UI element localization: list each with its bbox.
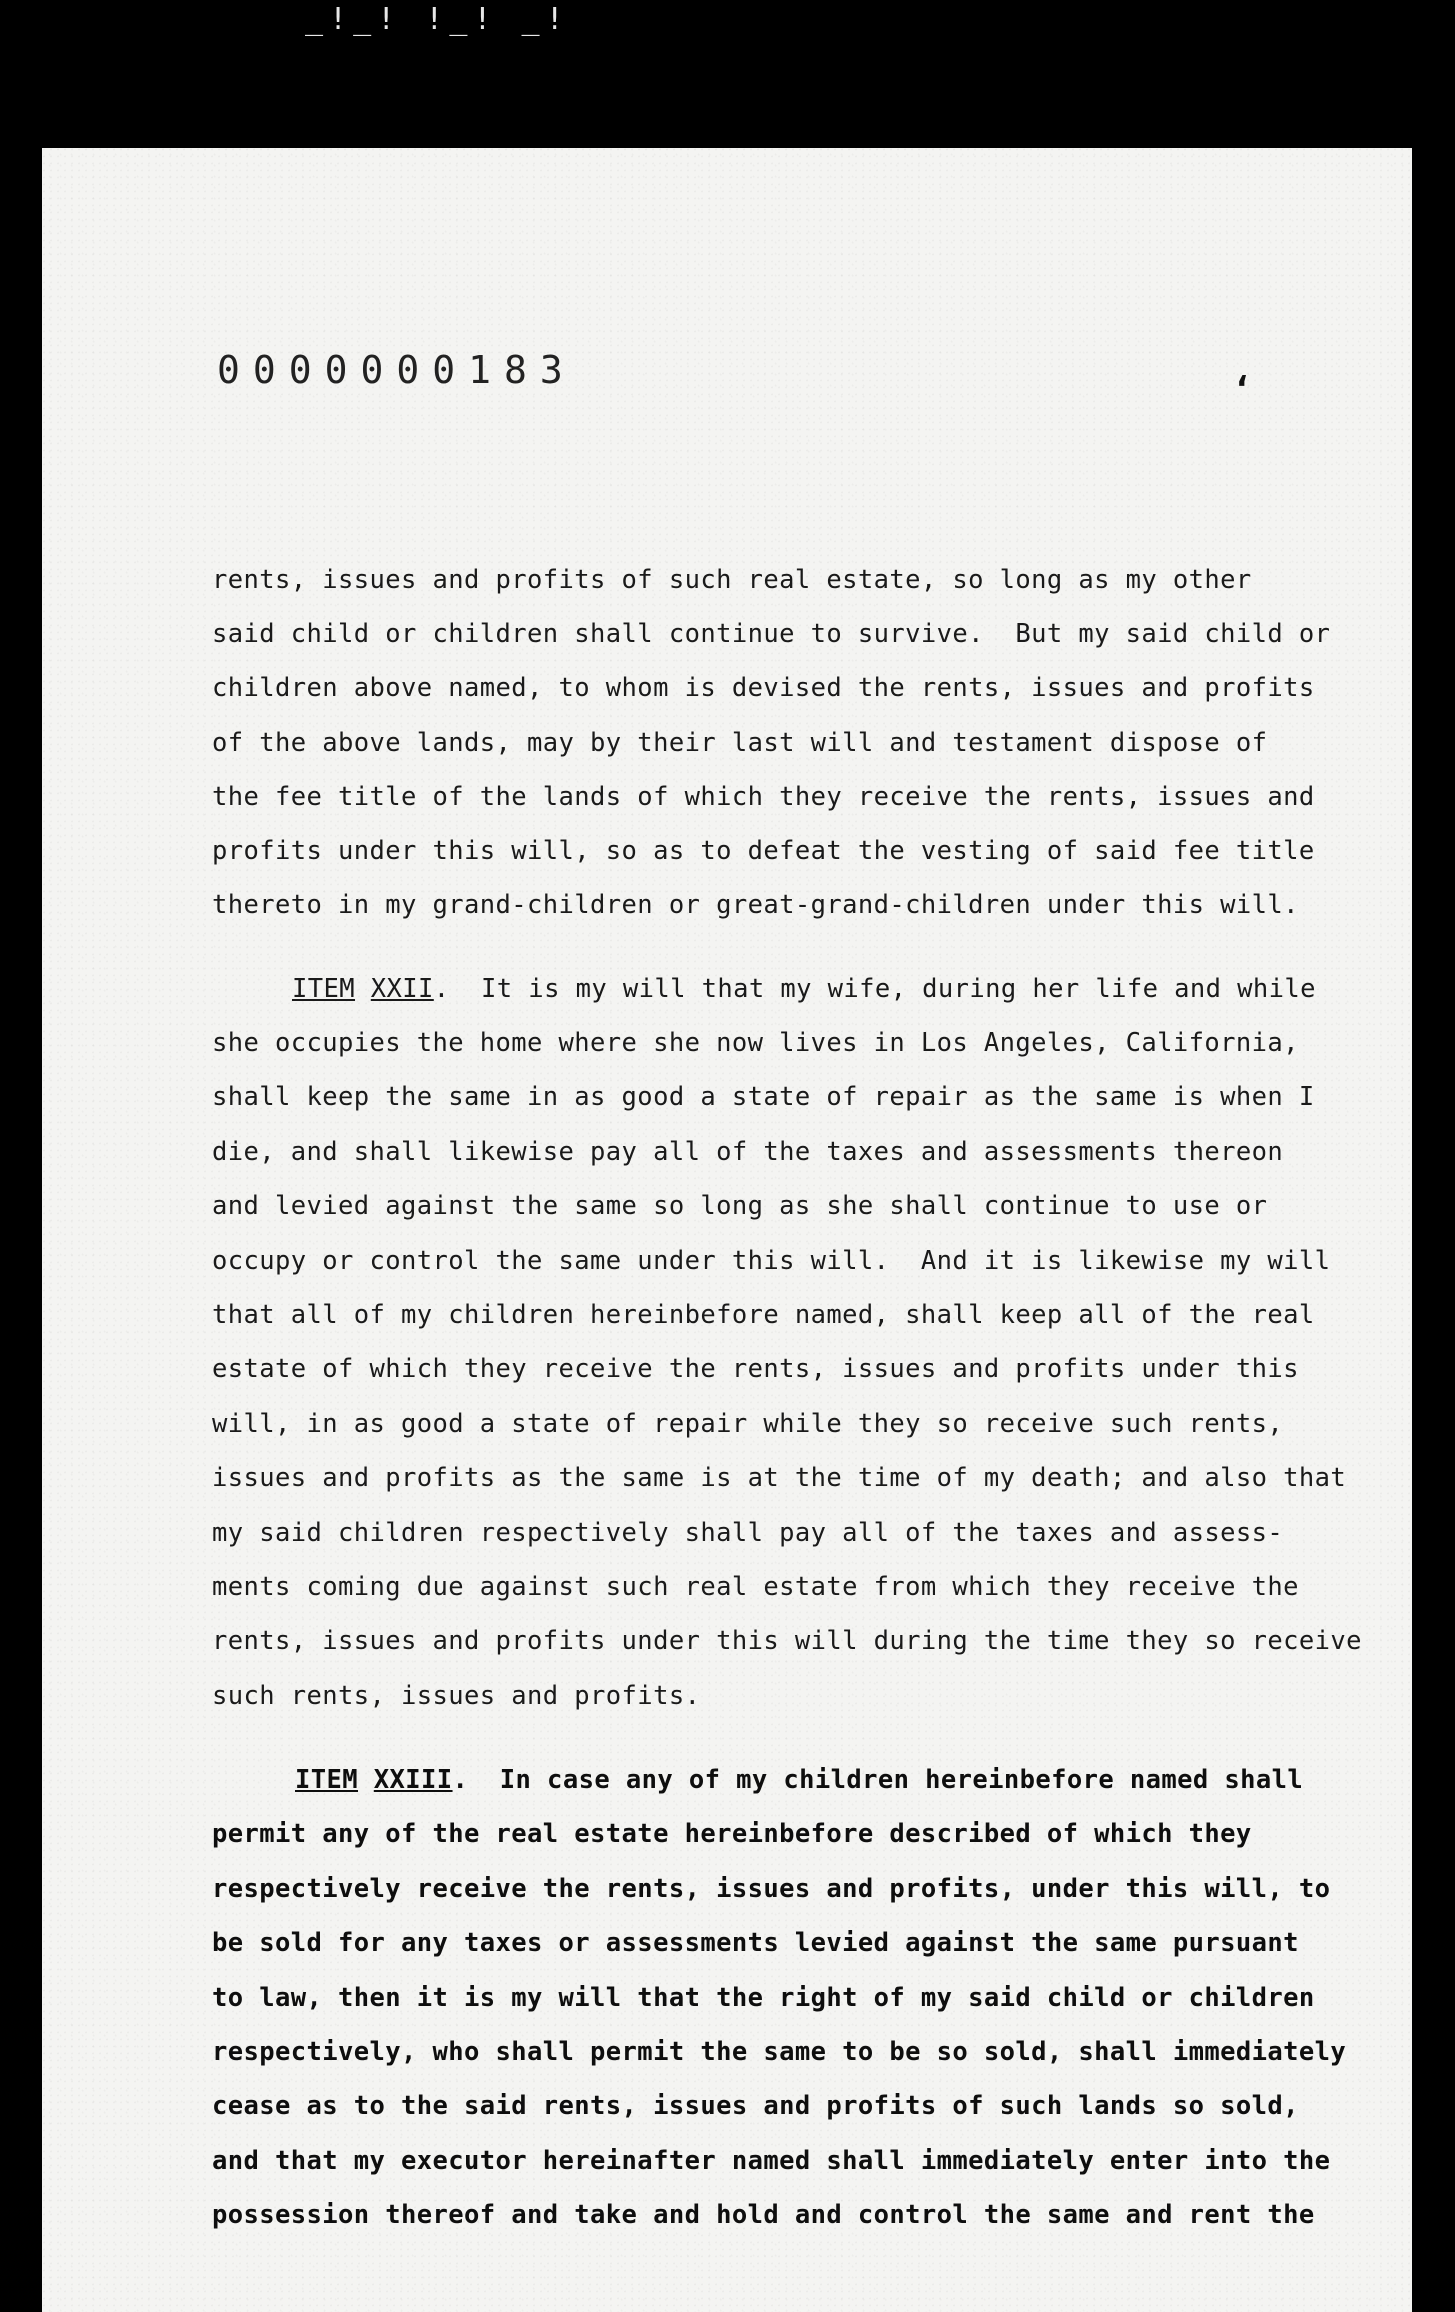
para1-line: profits under this will, so as to defeat the vesting of said fee title — [212, 836, 1315, 866]
item22-line: my said children respectively shall pay all of the taxes and assess- — [212, 1518, 1284, 1548]
item22-first-line-text: . It is my will that my wife, during her life and while — [433, 974, 1316, 1004]
item22-label-num: XXII — [370, 974, 434, 1004]
item23-line: be sold for any taxes or assessments levied against the same pursuant — [212, 1928, 1299, 1958]
item22-line: issues and profits as the same is at the time of my death; and also that — [212, 1463, 1347, 1493]
item23-first-line-text: . In case any of my children hereinbefore named shall — [452, 1765, 1304, 1795]
item23-line: cease as to the said rents, issues and profits of such lands so sold, — [212, 2091, 1299, 2121]
para1-line: the fee title of the lands of which they receive the rents, issues and — [212, 782, 1315, 812]
item22-line: that all of my children hereinbefore named, shall keep all of the real — [212, 1300, 1315, 1330]
item22-first-line — [292, 974, 1316, 1004]
item22-line: estate of which they receive the rents, issues and profits under this — [212, 1354, 1299, 1384]
item22-label-item: ITEM — [292, 974, 356, 1004]
item23-label-item: ITEM — [295, 1765, 359, 1795]
para1-line: of the above lands, may by their last will and testament dispose of — [212, 728, 1268, 758]
item22-line: will, in as good a state of repair while they so receive such rents, — [212, 1409, 1284, 1439]
item22-line: shall keep the same in as good a state of repair as the same is when I — [212, 1082, 1315, 1112]
item22-line: ments coming due against such real estate from which they receive the — [212, 1572, 1299, 1602]
item22-line: rents, issues and profits under this will during the time they so receive — [212, 1626, 1362, 1656]
corner-mark: ‘ — [1232, 370, 1253, 410]
item23-line: permit any of the real estate hereinbefore described of which they — [212, 1819, 1252, 1849]
item23-line: and that my executor hereinafter named shall immediately enter into the — [212, 2146, 1331, 2176]
top-edge-marks: _!_! !_! _! — [305, 2, 570, 37]
item23-first-line — [295, 1765, 1304, 1795]
item23-line: possession thereof and take and hold and control the same and rent the — [212, 2200, 1315, 2230]
item23-line: respectively receive the rents, issues and profits, under this will, to — [212, 1874, 1331, 1904]
para1-line: children above named, to whom is devised the rents, issues and profits — [212, 673, 1315, 703]
item23-line: respectively, who shall permit the same to be so sold, shall immediately — [212, 2037, 1347, 2067]
item22-line: die, and shall likewise pay all of the taxes and assessments thereon — [212, 1137, 1284, 1167]
item22-line: occupy or control the same under this will. And it is likewise my will — [212, 1246, 1331, 1276]
para1-line: said child or children shall continue to survive. But my said child or — [212, 619, 1331, 649]
item22-line: she occupies the home where she now lives in Los Angeles, California, — [212, 1028, 1299, 1058]
document-number: 0000000183 — [217, 348, 576, 392]
para1-line: thereto in my grand-children or great-grand-children under this will. — [212, 890, 1299, 920]
item22-line: such rents, issues and profits. — [212, 1681, 701, 1711]
para1-line: rents, issues and profits of such real estate, so long as my other — [212, 565, 1252, 595]
item23-label-num: XXIII — [373, 1765, 453, 1795]
item22-line: and levied against the same so long as she shall continue to use or — [212, 1191, 1268, 1221]
item23-line: to law, then it is my will that the right of my said child or children — [212, 1983, 1315, 2013]
